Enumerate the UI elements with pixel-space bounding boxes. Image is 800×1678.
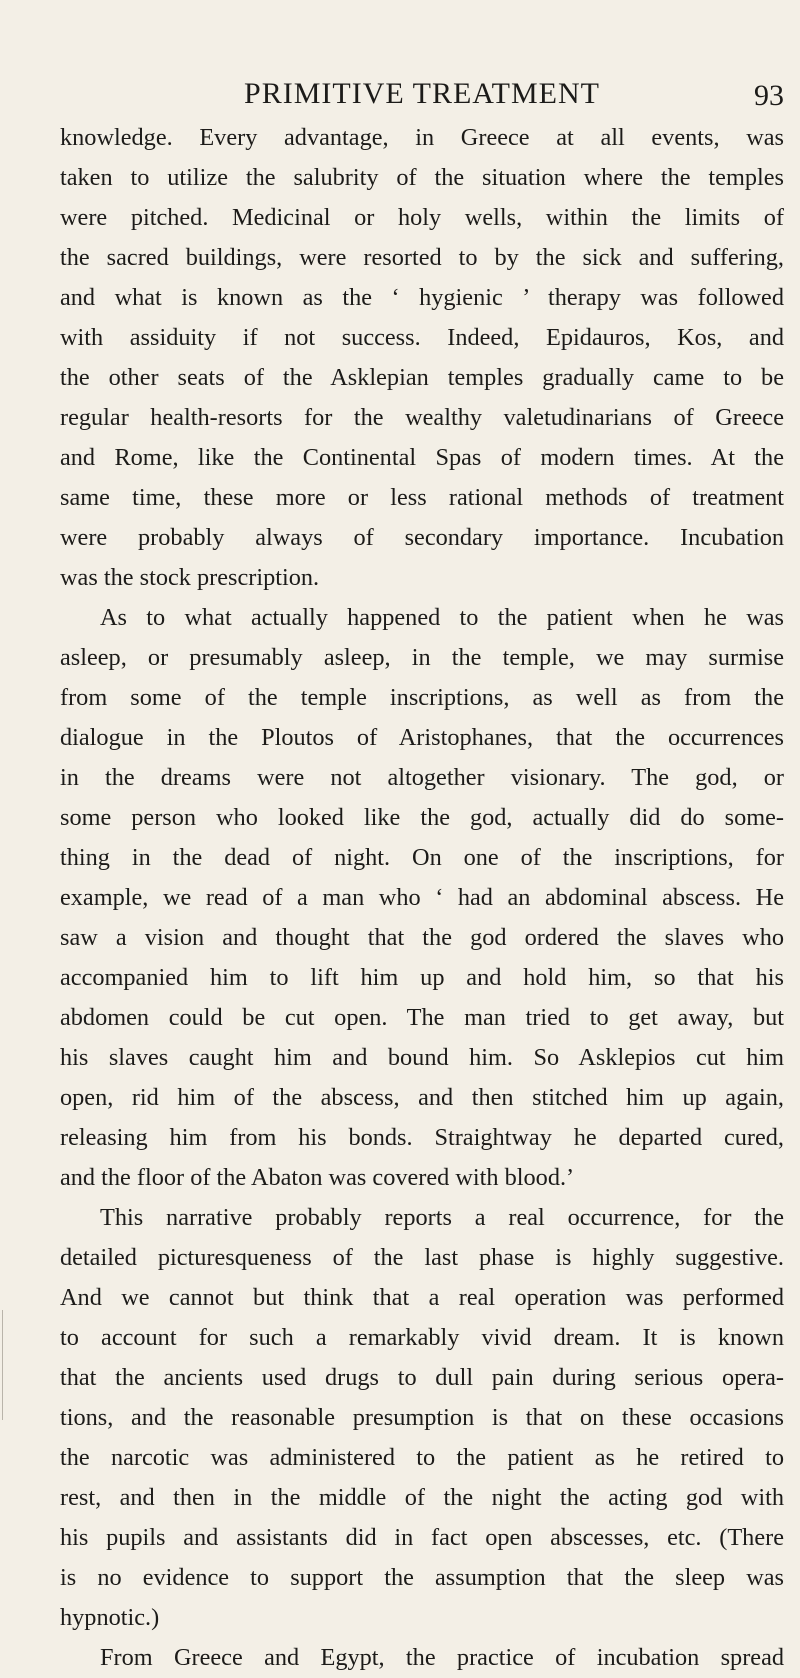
text-line: And we cannot but think that a real operation was performed [60,1284,784,1311]
text-line: This narrative probably reports a real occurrence, for the [100,1204,784,1231]
text-line: same time, these more or less rational methods of treatment [60,484,784,511]
text-line: to account for such a remarkably vivid dream. It is known [60,1324,784,1351]
text-line: were probably always of secondary importance. Incubation [60,524,784,551]
text-line: is no evidence to support the assumption that the sleep was [60,1564,784,1591]
text-line: from some of the temple inscriptions, as well as from the [60,684,784,711]
running-head [60,74,784,114]
body-text [60,118,784,1678]
text-line: was the stock prescription. [60,564,320,591]
text-line: taken to utilize the salubrity of the situation where the temples [60,164,784,191]
text-line: rest, and then in the middle of the night the acting god with [60,1484,784,1511]
running-title: PRIMITIVE TREATMENT [244,77,600,110]
text-line: and the floor of the Abaton was covered with blood.’ [60,1164,575,1191]
page-edge-shadow [2,1310,3,1420]
text-line: in the dreams were not altogether visionary. The god, or [60,764,784,791]
text-line: accompanied him to lift him up and hold him, so that his [60,964,784,991]
text-line: that the ancients used drugs to dull pain during serious opera- [60,1364,784,1391]
text-line: the sacred buildings, were resorted to by the sick and suffering, [60,244,784,271]
text-line: open, rid him of the abscess, and then stitched him up again, [60,1084,784,1111]
text-line: regular health-resorts for the wealthy valetudinarians of Greece [60,404,784,431]
text-line: saw a vision and thought that the god ordered the slaves who [60,924,784,951]
page-number: 93 [754,79,784,112]
text-line: with assiduity if not success. Indeed, Epidauros, Kos, and [60,324,784,351]
text-line: detailed picturesqueness of the last phase is highly suggestive. [60,1244,784,1271]
text-line: example, we read of a man who ‘ had an abdominal abscess. He [60,884,784,911]
text-line: the narcotic was administered to the patient as he retired to [60,1444,784,1471]
text-line: tions, and the reasonable presumption is that on these occasions [60,1404,784,1431]
text-line: knowledge. Every advantage, in Greece at all events, was [60,124,784,151]
text-line: From Greece and Egypt, the practice of incubation spread [100,1644,784,1671]
text-line: and what is known as the ‘ hygienic ’ therapy was followed [60,284,784,311]
text-line: hypnotic.) [60,1604,160,1631]
text-line: As to what actually happened to the patient when he was [100,604,784,631]
text-line: some person who looked like the god, actually did do some- [60,804,784,831]
text-line: the other seats of the Asklepian temples gradually came to be [60,364,784,391]
text-line: thing in the dead of night. On one of the inscriptions, for [60,844,784,871]
text-line: and Rome, like the Continental Spas of modern times. At the [60,444,784,471]
text-line: abdomen could be cut open. The man tried to get away, but [60,1004,784,1031]
text-line: asleep, or presumably asleep, in the temple, we may surmise [60,644,784,671]
text-line: were pitched. Medicinal or holy wells, within the limits of [60,204,784,231]
text-line: releasing him from his bonds. Straightway he departed cured, [60,1124,784,1151]
text-line: dialogue in the Ploutos of Aristophanes, that the occurrences [60,724,784,751]
text-line: his slaves caught him and bound him. So Asklepios cut him [60,1044,784,1071]
text-line: his pupils and assistants did in fact open abscesses, etc. (There [60,1524,784,1551]
